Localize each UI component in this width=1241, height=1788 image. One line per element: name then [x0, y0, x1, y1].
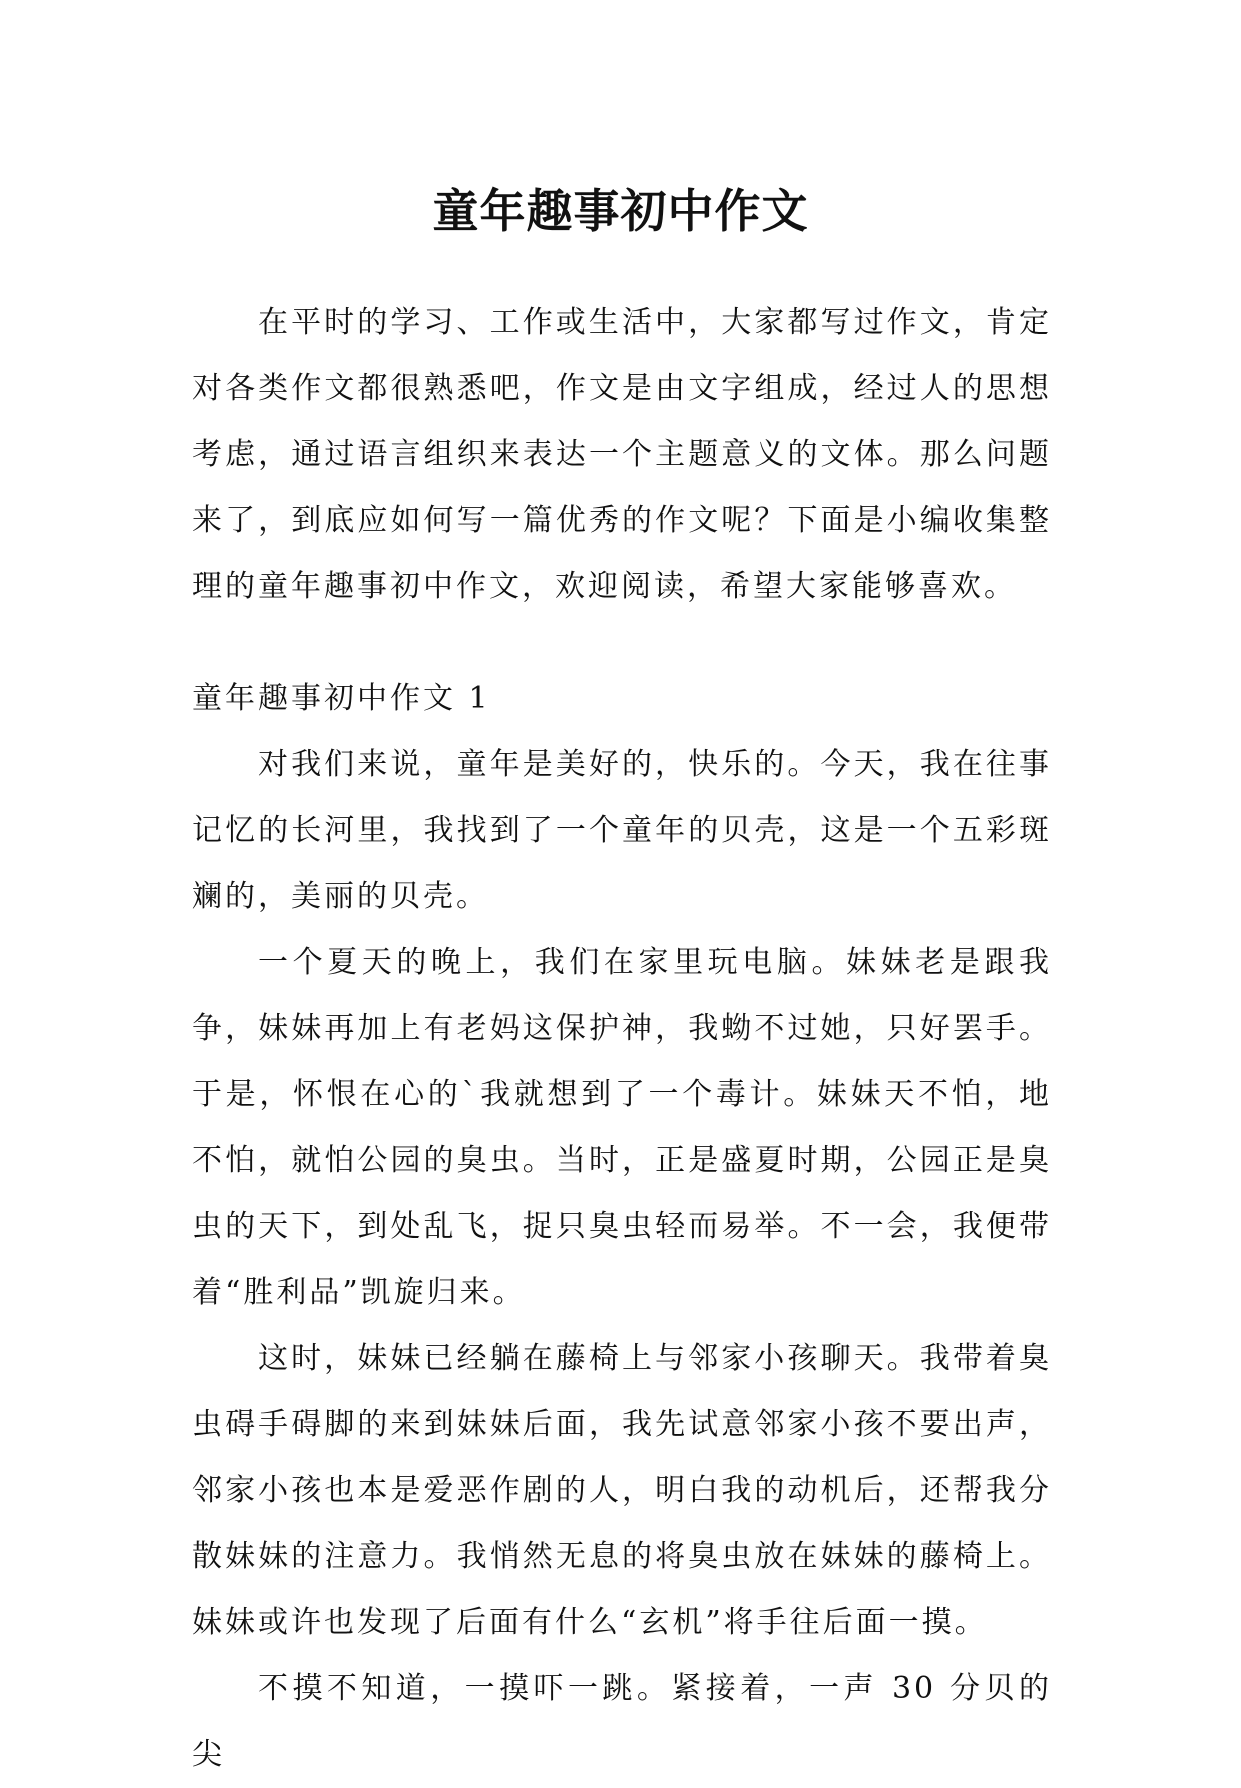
body-paragraph-3: 这时，妹妹已经躺在藤椅上与邻家小孩聊天。我带着臭虫碍手碍脚的来到妹妹后面，我先试意邻家小孩不要出声，邻家小孩也本是爱恶作剧的人，明白我的动机后，还帮我分散妹妹的注意力。我悄然无息的将臭虫放在妹妹的藤椅上。妹妹或许也发现了后面有什么“玄机”将手往后面一摸。: [192, 1341, 1052, 1640]
body-paragraph-1: 对我们来说，童年是美好的，快乐的。今天，我在往事记忆的长河里，我找到了一个童年的贝壳，这是一个五彩斑斓的，美丽的贝壳。: [192, 747, 1052, 914]
section-heading: 童年趣事初中作文 1: [192, 681, 491, 716]
body-paragraph-4: 不摸不知道，一摸吓一跳。紧接着，一声 30 分贝的尖: [192, 1671, 1052, 1772]
document-title: 童年趣事初中作文: [432, 183, 809, 238]
body-paragraph-2: 一个夏天的晚上，我们在家里玩电脑。妹妹老是跟我争，妹妹再加上有老妈这保护神，我蚴不过她，只好罢手。于是，怀恨在心的`我就想到了一个毒计。妹妹天不怕，地不怕，就怕公园的臭虫。当时，正是盛夏时期，公园正是臭虫的天下，到处乱飞，捉只臭虫轻而易举。不一会，我便带着“胜利品”凯旋归来。: [192, 945, 1052, 1310]
intro-paragraph: 在平时的学习、工作或生活中，大家都写过作文，肯定对各类作文都很熟悉吧，作文是由文字组成，经过人的思想考虑，通过语言组织来表达一个主题意义的文体。那么问题来了，到底应如何写一篇优秀的作文呢？下面是小编收集整理的童年趣事初中作文，欢迎阅读，希望大家能够喜欢。: [192, 305, 1052, 604]
document-body: [192, 290, 1052, 1788]
